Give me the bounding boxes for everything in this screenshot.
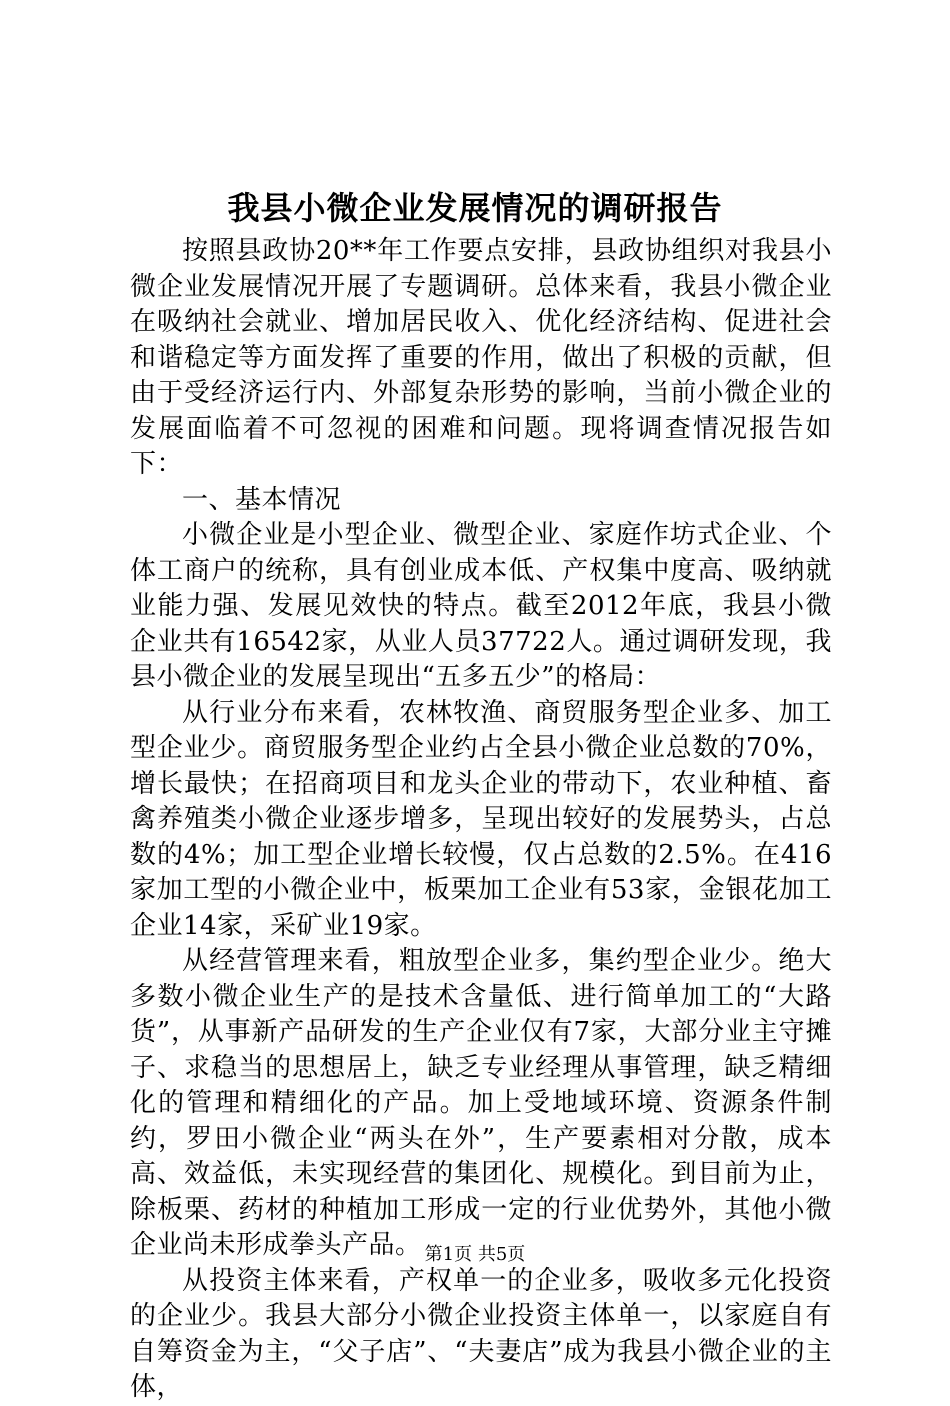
investment-paragraph: 从投资主体来看，产权单一的企业多，吸收多元化投资的企业少。我县大部分小微企业投资主体单一，以家庭自有自筹资金为主，“父子店”、“夫妻店”成为我县小微企业的主体，	[130, 1265, 832, 1402]
intro-paragraph: 按照县政协20**年工作要点安排，县政协组织对我县小微企业发展情况开展了专题调研。总体来看，我县小微企业在吸纳社会就业、增加居民收入、优化经济结构、促进社会和谐稳定等方面发挥了重要的作用，做出了积极的贡献，但由于受经济运行内、外部复杂形势的影响，当前小微企业的发展面临着不可忽视的困难和问题。现将调查情况报告如下：	[130, 236, 832, 479]
definition-paragraph: 小微企业是小型企业、微型企业、家庭作坊式企业、个体工商户的统称，具有创业成本低、产权集中度高、吸纳就业能力强、发展见效快的特点。截至2012年底，我县小微企业共有16542家，从业人员37722人。通过调研发现，我县小微企业的发展呈现出“五多五少”的格局：	[130, 520, 832, 692]
document-body	[130, 234, 832, 1406]
document-title: 我县小微企业发展情况的调研报告	[227, 189, 723, 227]
section-heading-basic-situation: 一、基本情况	[182, 484, 342, 515]
industry-distribution-paragraph: 从行业分布来看，农林牧渔、商贸服务型企业多、加工型企业少。商贸服务型企业约占全县小微企业总数的70%，增长最快；在招商项目和龙头企业的带动下，农业种植、畜禽养殖类小微企业逐步增多，呈现出较好的发展势头，占总数的4%；加工型企业增长较慢，仅占总数的2.5%。在416家加工型的小微企业中，板栗加工企业有53家，金银花加工企业14家，采矿业19家。	[130, 697, 832, 941]
page-number-footer: 第1页 共5页	[424, 1244, 526, 1265]
management-paragraph: 从经营管理来看，粗放型企业多，集约型企业少。绝大多数小微企业生产的是技术含量低、进行简单加工的“大路货”，从事新产品研发的生产企业仅有7家，大部分业主守摊子、求稳当的思想居上，缺乏专业经理从事管理，缺乏精细化的管理和精细化的产品。加上受地域环境、资源条件制约，罗田小微企业“两头在外”，生产要素相对分散，成本高、效益低，未实现经营的集团化、规模化。到目前为止，除板栗、药材的种植加工形成一定的行业优势外，其他小微企业尚未形成拳头产品。	[130, 946, 832, 1260]
